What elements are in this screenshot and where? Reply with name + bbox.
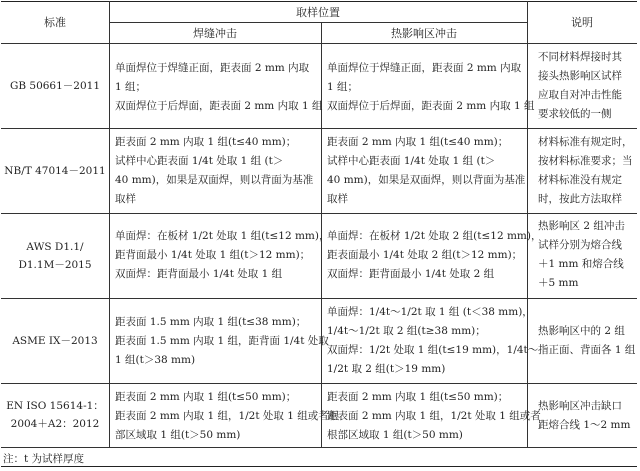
row2-remark-line: 材料标准有规定时， [538, 136, 633, 148]
row2-standard-line: NB/T 47014－2011 [4, 165, 106, 177]
row-rule-5 [1, 447, 637, 448]
row5-weld-line: 部区域取 1 组(t＞50 mm) [115, 429, 241, 441]
row5-weld-line: 距表面 2 mm 内取 1 组(t≤50 mm)； [115, 391, 297, 403]
row-rule-1 [1, 128, 637, 129]
row2-weld-line: 取样 [115, 193, 136, 205]
row2-weld [115, 133, 313, 209]
row1-remark-line: 应取自对冲击性能 [538, 89, 622, 101]
row4-weld-line: 距表面 1.5 mm 内取 1 组，距背面 1/4t 处取 [115, 335, 329, 347]
row2-haz [327, 133, 525, 209]
row4-standard [1, 332, 109, 350]
row3-weld [115, 227, 329, 284]
row1-weld-line: 双面焊位于后焊面，距表面 2 mm 内取 1 组 [115, 100, 323, 112]
row2-remark [538, 133, 633, 209]
row1-haz-line: 双面焊位于后焊面，距表面 2 mm 内取 1 组 [327, 100, 535, 112]
row4-standard-line: ASME IX－2013 [12, 335, 98, 347]
table-bottom-rule [1, 466, 637, 467]
row4-haz-line: 单面焊：1/4t～1/2t 取 1 组 (t＜38 mm)， [327, 306, 533, 318]
row4-remark-line: 热影响区中的 2 组 [538, 325, 625, 337]
row4-remark-line: 指正面、背面各 1 组 [538, 344, 636, 356]
row1-standard [1, 77, 109, 95]
row2-remark-line: 按材料标准要求；当 [538, 155, 633, 167]
row2-haz-line: 40 mm)，如果是双面焊，则以背面为基准 [327, 174, 526, 186]
row3-remark-line: ＋1 mm 和熔合线 [538, 258, 624, 270]
col-rule-1 [109, 1, 110, 447]
row1-haz-line: 单面焊位于焊缝正面，距表面 2 mm 内取 [327, 62, 522, 74]
row3-remark-line: ＋5 mm [538, 277, 579, 289]
row5-weld [115, 388, 339, 445]
row1-remark [538, 48, 622, 124]
row4-weld-line: 1 组(t＞38 mm) [115, 354, 196, 366]
row4-remark [538, 322, 635, 360]
row5-haz-line: 根部区域取 1 组(t＞50 mm) [327, 429, 463, 441]
row2-weld-line: 40 mm)，如果是双面焊，则以背面为基准 [115, 174, 314, 186]
row4-weld-line: 距表面 1.5 mm 内取 1 组(t≤38 mm)； [115, 316, 307, 328]
row4-haz-line: 1/4t～1/2t 取 2 组(t≥38 mm)； [327, 325, 486, 337]
row3-haz [327, 227, 541, 284]
row3-haz-line: 单面焊：在板材 1/2t 处取 2 组(t≤12 mm)， [327, 230, 542, 242]
header-haz-impact: 热影响区冲击 [391, 27, 457, 40]
row5-remark-line: 距熔合线 1～2 mm [538, 419, 631, 431]
row4-haz-line: 1/2t 取 2 组(t＞19 mm) [327, 363, 446, 375]
row-rule-4 [1, 383, 637, 384]
row3-weld-line: 双面焊：距背面最小 1/4t 处取 1 组 [115, 268, 283, 280]
row3-haz-line: 双面焊：距背面最小 1/4t 处取 2 组 [327, 268, 495, 280]
header-bottom-rule [1, 43, 637, 44]
header-sub-rule [109, 22, 527, 23]
row-rule-3 [1, 298, 637, 299]
row5-standard [1, 397, 109, 433]
row4-haz [327, 303, 538, 379]
row1-remark-line: 接头热影响区试样 [538, 70, 622, 82]
row3-remark-line: 试样分别为熔合线 [538, 239, 622, 251]
row5-haz-line: 距表面 2 mm 内取 1 组，1/2t 处取 1 组或者 [327, 410, 541, 422]
header-weld-impact: 焊缝冲击 [193, 27, 237, 40]
row3-remark [538, 217, 625, 293]
row2-haz-line: 距表面 2 mm 内取 1 组(t≤40 mm)； [327, 136, 509, 148]
row5-standard-line: 2004＋A2：2012 [10, 418, 100, 430]
row3-weld-line: 距背面最小 1/4t 处取 1 组(t＞12 mm)； [115, 249, 311, 261]
header-remarks: 说明 [571, 16, 593, 29]
row2-remark-line: 材料标准没有规定 [538, 174, 622, 186]
row2-remark-line: 时，按此方法取样 [538, 193, 622, 205]
row2-haz-line: 试样中心距表面 1/4t 处取 1 组 (t＞ [327, 155, 496, 167]
row2-weld-line: 距表面 2 mm 内取 1 组(t≤40 mm)； [115, 136, 297, 148]
row2-weld-line: 试样中心距表面 1/4t 处取 1 组 (t＞ [115, 155, 284, 167]
row3-remark-line: 热影响区 2 组冲击 [538, 220, 625, 232]
row3-standard [1, 238, 109, 274]
row2-standard [1, 162, 109, 180]
row3-weld-line: 单面焊：在板材 1/2t 处取 1 组(t≤12 mm)， [115, 230, 330, 242]
row1-remark-line: 要求较低的一侧 [538, 108, 612, 120]
row1-standard-line: GB 50661－2011 [9, 80, 101, 92]
row1-weld [115, 59, 322, 116]
row3-haz-line: 距表面最小 1/4t 处取 2 组(t＞12 mm)； [327, 249, 523, 261]
row3-standard-line: D1.1M－2015 [18, 259, 92, 271]
row5-remark-line: 热影响区冲击缺口 [538, 400, 622, 412]
row1-haz [327, 59, 534, 116]
row2-haz-line: 取样 [327, 193, 348, 205]
row1-remark-line: 不同材料焊接时其 [538, 51, 622, 63]
row1-weld-line: 1 组； [115, 81, 147, 93]
row-rule-2 [1, 213, 637, 214]
row5-weld-line: 距表面 2 mm 内取 1 组，1/2t 处取 1 组或者根 [115, 410, 340, 422]
row5-haz [327, 388, 541, 445]
row4-weld [115, 313, 329, 370]
row3-standard-line: AWS D1.1/ [26, 241, 84, 253]
row4-haz-line: 双面焊：1/2t 处取 1 组(t≤19 mm)，1/4t～ [327, 344, 539, 356]
comparison-table [1, 1, 637, 467]
header-sampling-position: 取样位置 [296, 6, 340, 19]
table-top-rule [1, 1, 637, 2]
row1-haz-line: 1 组； [327, 81, 359, 93]
row1-weld-line: 单面焊位于焊缝正面，距表面 2 mm 内取 [115, 62, 310, 74]
row5-remark [538, 397, 630, 435]
row5-haz-line: 距表面 2 mm 内取 1 组(t≤50 mm)； [327, 391, 509, 403]
row5-standard-line: EN ISO 15614-1： [6, 400, 104, 412]
header-standard: 标准 [44, 16, 66, 29]
table-footnote: 注：t 为试样厚度 [3, 453, 85, 465]
